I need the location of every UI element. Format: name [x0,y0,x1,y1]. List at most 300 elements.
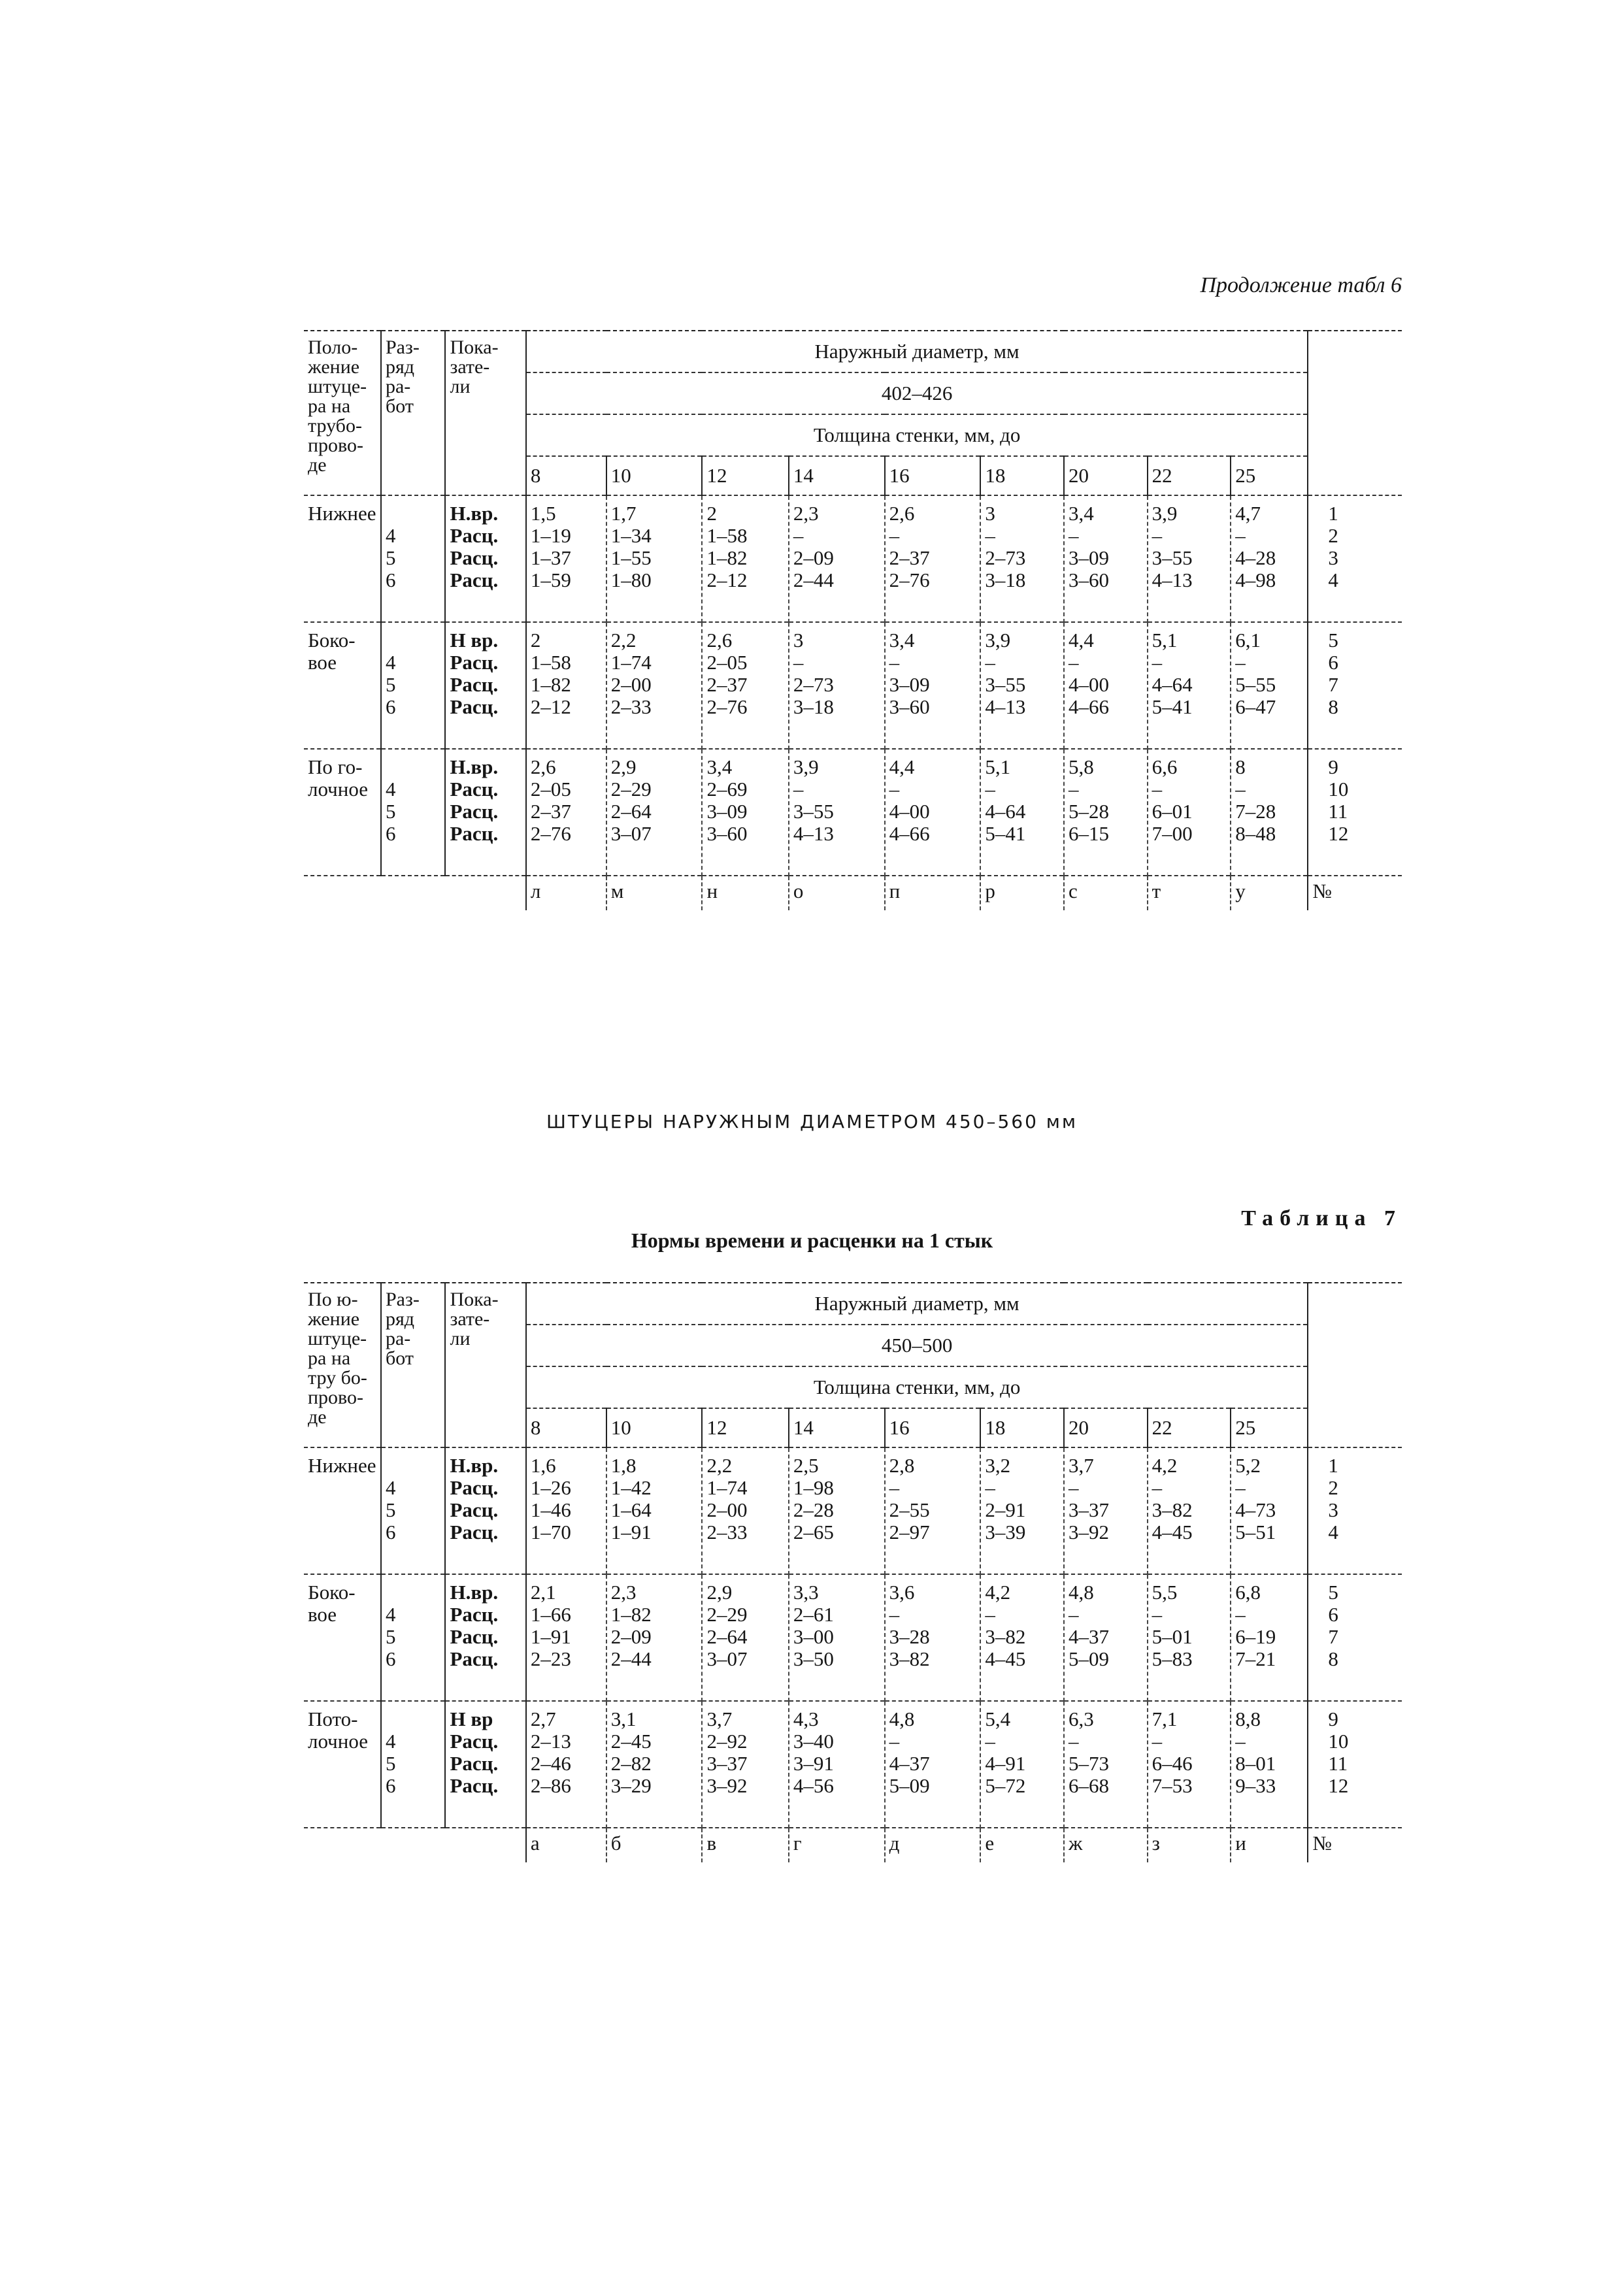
value: 2–28 [793,1498,834,1521]
value-cell [980,1574,1064,1701]
position-line: Пото- [308,1707,358,1730]
thickness-column-header: 22 [1148,456,1231,495]
value: 2–00 [610,673,652,696]
value: 4–98 [1235,569,1276,591]
value: 2–29 [706,1603,748,1626]
position-header-line: прово- [308,1387,364,1408]
column-letter: з [1148,1828,1231,1862]
indicator-value: Расц. [450,546,499,569]
column-letter: л [526,876,606,910]
value: 3–55 [1152,546,1193,569]
value: 3 [985,502,995,525]
value-cell [1148,495,1231,622]
position-header-line: ра на [308,1347,351,1369]
row-number: 4 [1328,1521,1338,1543]
value: 1–82 [706,546,748,569]
column-letter: п [885,876,981,910]
value: 2–37 [889,546,930,569]
value: 3,4 [1069,502,1094,525]
value: – [889,524,900,547]
value: 2–05 [706,651,748,674]
value-cell [1064,1447,1148,1574]
value: – [1152,524,1163,547]
thickness-column-header: 18 [980,456,1064,495]
grade-header-line: бот [385,395,414,417]
value: 1–42 [610,1476,652,1499]
value: 4,2 [985,1581,1011,1604]
value: 6–01 [1152,800,1193,823]
thickness-column-header: 22 [1148,1408,1231,1447]
value-cell [885,622,981,749]
position-line: Нижнее [308,1454,376,1477]
grade-header-line: ра- [385,1328,411,1349]
value-cell [606,495,703,622]
column-letter: с [1064,876,1148,910]
grade-value [386,629,441,652]
value-cell [789,622,885,749]
grade-header-line: ряд [385,1308,415,1330]
position-header-line: штуце- [308,376,367,397]
indicator-value: Расц. [450,1476,499,1499]
value: 1–74 [610,651,652,674]
indicator-value: Расц. [450,1625,499,1648]
value: 8–48 [1235,822,1276,845]
value: 3–09 [706,800,748,823]
value: 2–37 [706,673,748,696]
value: 3–82 [985,1625,1026,1648]
value-cell [606,622,703,749]
value: 3,9 [1152,502,1178,525]
value: – [1152,1730,1163,1753]
grade-value [386,756,441,778]
value-cell [1148,1447,1231,1574]
row-number: 11 [1328,800,1348,823]
indicator-value: Расц. [450,695,499,718]
value: 2–12 [530,695,571,718]
value: 3–18 [793,695,834,718]
value: 1–98 [793,1476,834,1499]
value: 4,8 [1069,1581,1094,1604]
indicator-header-line: ли [450,376,471,397]
grade-value: 4 [385,524,396,547]
value: – [889,1730,900,1753]
value: 2–64 [610,800,652,823]
row-number: 8 [1328,1647,1338,1670]
position-header-line: По ю- [308,1289,358,1310]
table-row-group [304,1574,1402,1701]
value-cell [526,622,606,749]
thickness-column-header: 12 [702,456,788,495]
row-number: 2 [1328,524,1338,547]
value: 4,4 [889,755,915,778]
row-number: 7 [1328,1625,1338,1648]
value-cell [1064,749,1148,876]
value: 8,8 [1235,1707,1261,1730]
position-line: лочное [308,1730,368,1753]
table-row-group [304,1447,1402,1574]
value: 2–00 [706,1498,748,1521]
value: 7,1 [1152,1707,1178,1730]
value: 2,9 [706,1581,733,1604]
value: 2,7 [530,1707,556,1730]
value: 3–60 [889,695,930,718]
thickness-column-header: 25 [1231,456,1308,495]
value: 2–76 [889,569,930,591]
value: 8–01 [1235,1752,1276,1775]
value: – [1069,651,1079,674]
value: 4–37 [889,1752,930,1775]
grade-value: 6 [385,1774,396,1797]
value-cell [885,1447,981,1574]
indicator-value: Расц. [450,673,499,696]
value-cell [606,749,703,876]
indicator-header-line: ли [450,1328,471,1349]
value: 2,6 [706,629,733,652]
position-header-line: де [308,454,327,476]
indicator-header-line: Пока- [450,1289,499,1310]
table-6 [304,330,1402,910]
grade-value: 5 [385,673,396,696]
value: 4–00 [889,800,930,823]
header-row [304,331,1402,372]
row-number-cell [1308,1447,1402,1574]
grade-value: 5 [385,1752,396,1775]
grade-cell [381,622,446,749]
value: 4–64 [985,800,1026,823]
value: 5–09 [1069,1647,1110,1670]
value: 3–29 [610,1774,652,1797]
value: 5–41 [985,822,1026,845]
grade-header-line: бот [385,1347,414,1369]
value: 5–09 [889,1774,930,1797]
value: 1,6 [530,1454,556,1477]
value: 2–76 [706,695,748,718]
value: – [1235,1603,1246,1626]
value: 3–92 [1069,1521,1110,1543]
value: 1–34 [610,524,652,547]
row-number: 9 [1328,1707,1338,1730]
value: 6–46 [1152,1752,1193,1775]
column-letter: и [1231,1828,1308,1862]
value: 4,8 [889,1707,915,1730]
value: 3–60 [1069,569,1110,591]
value: – [985,1476,995,1499]
value: 5–41 [1152,695,1193,718]
grade-value: 6 [385,1521,396,1543]
value-cell [1231,1701,1308,1828]
value: 3–00 [793,1625,834,1648]
value: 5–83 [1152,1647,1193,1670]
value-cell [789,1574,885,1701]
letter-row-blank [304,876,381,910]
value: – [889,1603,900,1626]
value: 3–07 [706,1647,748,1670]
value: 2–09 [610,1625,652,1648]
value-cell [885,495,981,622]
value: 2–09 [793,546,834,569]
value: 4–64 [1152,673,1193,696]
table-7-label: Таблица 7 [1241,1206,1402,1230]
value: 6–47 [1235,695,1276,718]
value: 2–45 [610,1730,652,1753]
value-cell [526,1574,606,1701]
row-number: 2 [1328,1476,1338,1499]
column-letter: м [606,876,703,910]
value: – [1235,524,1246,547]
position-cell [304,622,381,749]
value: – [889,651,900,674]
value: 1–37 [530,546,571,569]
grade-value: 6 [385,569,396,591]
value: – [1152,1476,1163,1499]
indicator-value: Н вр. [450,629,499,652]
row-number: 5 [1328,1581,1338,1604]
value: 1–64 [610,1498,652,1521]
indicator-value: Расц. [450,1647,499,1670]
value: 2–05 [530,778,571,800]
thickness-column-header: 8 [526,456,606,495]
grade-header [381,331,446,495]
row-number-cell [1308,622,1402,749]
value: 2,6 [889,502,915,525]
value-cell [885,749,981,876]
grade-value: 6 [385,1647,396,1670]
value: 3–07 [610,822,652,845]
position-cell [304,749,381,876]
indicator-cell [445,1574,525,1701]
thickness-column-header: 10 [606,1408,703,1447]
grade-header-line: ра- [385,376,411,397]
value-cell [1064,1701,1148,1828]
value-cell [526,749,606,876]
value: 2–86 [530,1774,571,1797]
column-letter: у [1231,876,1308,910]
indicator-value: Н.вр. [450,1454,499,1477]
table-row-group [304,749,1402,876]
thickness-column-header: 14 [789,456,885,495]
value-cell [789,495,885,622]
position-header-line: ра на [308,395,351,417]
row-number-cell [1308,1574,1402,1701]
value: 5–72 [985,1774,1026,1797]
value: – [985,651,995,674]
value: 4–66 [1069,695,1110,718]
indicator-value: Расц. [450,1603,499,1626]
position-header-line: штуце- [308,1328,367,1349]
value: 1,8 [610,1454,637,1477]
value: 2,1 [530,1581,556,1604]
value: 3,1 [610,1707,637,1730]
value: 5–01 [1152,1625,1193,1648]
value: – [985,778,995,800]
position-header-line: де [308,1406,327,1428]
indicator-cell [445,1701,525,1828]
value: 5,1 [1152,629,1178,652]
value-cell [885,1701,981,1828]
value: 7–28 [1235,800,1276,823]
value: 3–92 [706,1774,748,1797]
indicator-value: Расц. [450,651,499,674]
position-header-line: Поло- [308,337,358,358]
thickness-column-header: 20 [1064,1408,1148,1447]
value: – [1235,1476,1246,1499]
value: 2–46 [530,1752,571,1775]
value: 2,8 [889,1454,915,1477]
value: 6–68 [1069,1774,1110,1797]
column-letter: ж [1064,1828,1148,1862]
diameter-range-header: 402–426 [526,372,1308,414]
value-cell [1064,622,1148,749]
value: 5,8 [1069,755,1094,778]
value-cell [1231,749,1308,876]
row-number: 10 [1328,778,1349,800]
value: – [1235,778,1246,800]
value: 3–09 [889,673,930,696]
indicator-header-line: зате- [450,1308,490,1330]
indicator-header [445,331,525,495]
letter-row-blank [445,1828,525,1862]
value: 3–09 [1069,546,1110,569]
grade-header-line: Раз- [385,1289,420,1310]
value: – [1069,524,1079,547]
grade-value: 4 [385,1476,396,1499]
value-cell [1231,1574,1308,1701]
grade-value [386,1455,441,1477]
indicator-cell [445,749,525,876]
column-letter: н [702,876,788,910]
indicator-value: Расц. [450,778,499,800]
thickness-column-header: 14 [789,1408,885,1447]
row-number-cell [1308,495,1402,622]
row-number: 5 [1328,629,1338,652]
letter-row-blank [381,1828,446,1862]
value: 3,9 [985,629,1011,652]
value: 6–15 [1069,822,1110,845]
continuation-title: Продолжение табл 6 [1200,273,1402,297]
number-header-blank [1308,1283,1402,1447]
value: 1–58 [530,651,571,674]
value-cell [980,622,1064,749]
value: 1–66 [530,1603,571,1626]
grade-cell [381,1574,446,1701]
row-number: 1 [1328,502,1338,525]
value: 9–33 [1235,1774,1276,1797]
value: 1–91 [610,1521,652,1543]
indicator-value: Расц. [450,1498,499,1521]
indicator-value: Расц. [450,569,499,591]
value: – [1152,651,1163,674]
value: 5–28 [1069,800,1110,823]
wall-thickness-header: Толщина стенки, мм, до [526,1366,1308,1408]
value: 1,7 [610,502,637,525]
indicator-value: Расц. [450,524,499,547]
wall-thickness-header: Толщина стенки, мм, до [526,414,1308,456]
table-row-group [304,1701,1402,1828]
grade-value [386,1708,441,1730]
value: 6,1 [1235,629,1261,652]
value: 2 [530,629,541,652]
position-header-line: жение [308,1308,360,1330]
value-cell [789,749,885,876]
indicator-value: Расц. [450,1752,499,1775]
grade-value: 5 [385,546,396,569]
indicator-header-line: зате- [450,356,490,378]
value-cell [1064,495,1148,622]
value-cell [1231,622,1308,749]
value-cell [1148,1701,1231,1828]
position-cell [304,1574,381,1701]
value: 3–39 [985,1521,1026,1543]
value: 4–13 [793,822,834,845]
outer-diameter-header: Наружный диаметр, мм [526,331,1308,372]
value: 2–33 [610,695,652,718]
row-number: 1 [1328,1454,1338,1477]
grade-cell [381,1701,446,1828]
value: – [1069,1476,1079,1499]
value-cell [1148,1574,1231,1701]
value: – [889,778,900,800]
position-line: лочное [308,778,368,800]
indicator-cell [445,495,525,622]
row-number: 6 [1328,651,1338,674]
row-number: 8 [1328,695,1338,718]
indicator-cell [445,622,525,749]
value: 3–60 [706,822,748,845]
value: 1–55 [610,546,652,569]
position-header-line: прово- [308,435,364,456]
value: 3,4 [889,629,915,652]
value: 1–19 [530,524,571,547]
value: 7–21 [1235,1647,1276,1670]
value-cell [606,1447,703,1574]
row-number: 7 [1328,673,1338,696]
value-cell [1064,1574,1148,1701]
column-letter: б [606,1828,703,1862]
value: 2–44 [793,569,834,591]
grade-header-line: Раз- [385,337,420,358]
grade-header-line: ряд [385,356,415,378]
value-cell [526,1447,606,1574]
indicator-value: Расц. [450,1774,499,1797]
indicator-value: Н.вр. [450,502,499,525]
value: 4–13 [985,695,1026,718]
value: 4–37 [1069,1625,1110,1648]
value: 3 [793,629,804,652]
number-header-blank [1308,331,1402,495]
row-number: 10 [1328,1730,1349,1753]
value-cell [1148,749,1231,876]
column-letter: р [980,876,1064,910]
grade-value: 5 [385,800,396,823]
grade-value: 4 [385,1730,396,1753]
column-letter-row [304,876,1402,910]
thickness-column-header: 18 [980,1408,1064,1447]
value-cell [1231,495,1308,622]
value: 1–26 [530,1476,571,1499]
value: 8 [1235,755,1246,778]
row-number: 4 [1328,569,1338,591]
value: 1,5 [530,502,556,525]
value: 3,9 [793,755,819,778]
grade-value: 4 [385,651,396,674]
indicator-value: Н вр [450,1707,493,1730]
row-number: 11 [1328,1752,1348,1775]
value: 4–56 [793,1774,834,1797]
indicator-value: Расц. [450,800,499,823]
value: 3,7 [1069,1454,1094,1477]
column-letter: е [980,1828,1064,1862]
value-cell [1148,622,1231,749]
